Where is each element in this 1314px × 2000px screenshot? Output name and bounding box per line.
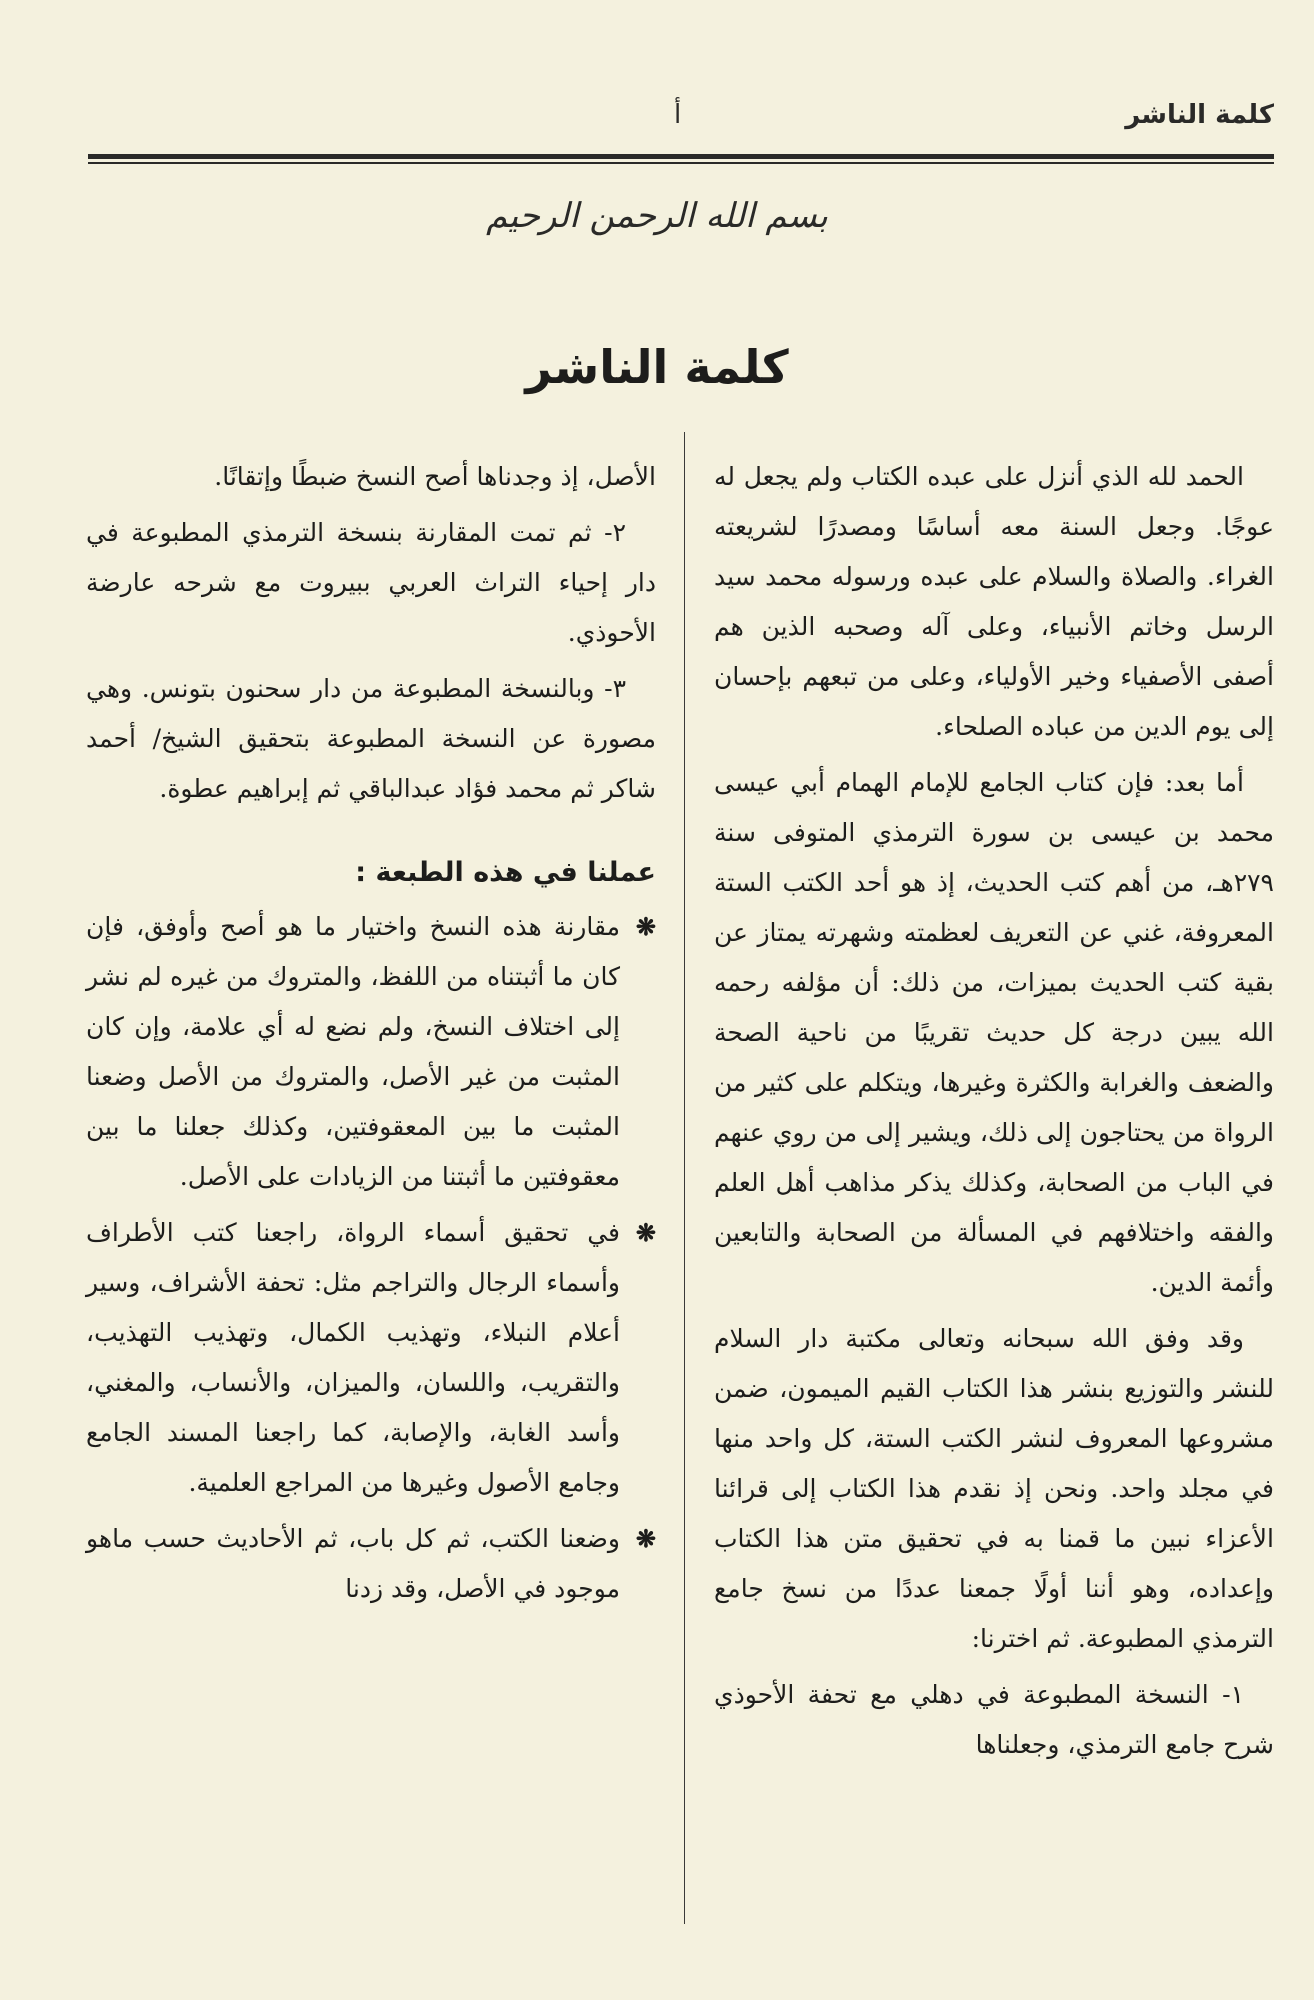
bullet-item [86, 1208, 656, 1508]
header-rule-thick [88, 154, 1274, 159]
bullet-star-icon: ❋ [635, 1524, 656, 1553]
bullet-item [86, 1514, 656, 1614]
bullet-text: مقارنة هذه النسخ واختيار ما هو أصح وأوفق، فإن كان ما أثبتناه من اللفظ، والمتروك من غيره لم نشر إلى اختلاف النسخ، ولم نضع له أي علامة، وإن كان المثبت من غير الأصل، والمتروك من الأصل وضعنا المثبت ما بين المعقوفتين، وكذلك جعلنا ما بين معقوفتين ما أثبتنا من الزيادات على الأصل. [86, 912, 620, 1191]
page-title: كلمة الناشر [525, 340, 789, 394]
paragraph-dar-assalam: وقد وفق الله سبحانه وتعالى مكتبة دار السلام للنشر والتوزيع بنشر هذا الكتاب القيم الميمون، ضمن مشروعها المعروف لنشر الكتب الستة، كل واحد منها في مجلد واحد. ونحن إذ نقدم هذا الكتاب إلى قرائنا الأعزاء نبين ما قمنا به في تحقيق متن هذا الكتاب وإعداده، وهو أننا أولًا جمعنا عددًا من نسخ جامع الترمذي المطبوعة. ثم اخترنا: [714, 1324, 1274, 1653]
running-title: كلمة الناشر [1125, 100, 1274, 130]
right-column [714, 452, 1274, 1776]
section-heading: عملنا في هذه الطبعة : [355, 857, 656, 888]
page-number: أ [674, 100, 682, 130]
basmala: بسم الله الرحمن الرحيم [486, 196, 828, 236]
paragraph-edition-2: ٢- ثم تمت المقارنة بنسخة الترمذي المطبوعة في دار إحياء التراث العربي ببيروت مع شرحه عارضة الأحوذي. [86, 518, 656, 647]
header-rule-thin [88, 162, 1274, 164]
bullet-text: في تحقيق أسماء الرواة، راجعنا كتب الأطراف وأسماء الرجال والتراجم مثل: تحفة الأشراف، وسير أعلام النبلاء، وتهذيب الكمال، وتهذيب التهذيب، والتقريب، واللسان، والميزان، والأنساب، والمغني، وأسد الغابة، والإصابة، كما راجعنا المسند الجامع وجامع الأصول وغيرها من المراجع العلمية. [86, 1218, 620, 1497]
running-head [88, 100, 1274, 144]
bullet-item [86, 902, 656, 1202]
bullet-text: وضعنا الكتب، ثم كل باب، ثم الأحاديث حسب ماهو موجود في الأصل، وقد زدنا [86, 1524, 620, 1603]
paragraph-intro: الحمد لله الذي أنزل على عبده الكتاب ولم يجعل له عوجًا. وجعل السنة معه أساسًا ومصدرًا لشريعته الغراء. والصلاة والسلام على عبده ورسوله محمد سيد الرسل وخاتم الأنبياء، وعلى آله وصحبه الذين هم أصفى الأصفياء وخير الأولياء، وعلى من تبعهم بإحسان إلى يوم الدين من عباده الصلحاء. [714, 462, 1274, 741]
bullet-star-icon: ❋ [635, 1218, 656, 1247]
left-column [86, 452, 656, 1620]
paragraph-edition-3: ٣- وبالنسخة المطبوعة من دار سحنون بتونس. وهي مصورة عن النسخة المطبوعة بتحقيق الشيخ/ أحمد شاكر ثم محمد فؤاد عبدالباقي ثم إبراهيم عطوة. [86, 674, 656, 803]
paragraph-amma-baad: أما بعد: فإن كتاب الجامع للإمام الهمام أبي عيسى محمد بن عيسى بن سورة الترمذي المتوفى سنة ٢٧٩هـ، من أهم كتب الحديث، إذ هو أحد الكتب الستة المعروفة، غني عن التعريف لعظمته وشهرته يمتاز عن بقية كتب الحديث بميزات، من ذلك: أن مؤلفه رحمه الله يبين درجة كل حديث تقريبًا من ناحية الصحة والضعف والغرابة والكثرة وغيرها، ويتكلم على كثير من الرواة من يحتاجون إلى ذلك، ويشير إلى من روي عنهم في الباب من الصحابة، وكذلك يذكر مذاهب أهل العلم والفقه واختلافهم في المسألة من الصحابة والتابعين وأئمة الدين. [714, 768, 1274, 1297]
bullet-star-icon: ❋ [635, 912, 656, 941]
column-divider [684, 432, 685, 1924]
paragraph-edition-1: ١- النسخة المطبوعة في دهلي مع تحفة الأحوذي شرح جامع الترمذي، وجعلناها [714, 1680, 1274, 1759]
paragraph-continuation: الأصل، إذ وجدناها أصح النسخ ضبطًا وإتقانًا. [214, 462, 656, 491]
